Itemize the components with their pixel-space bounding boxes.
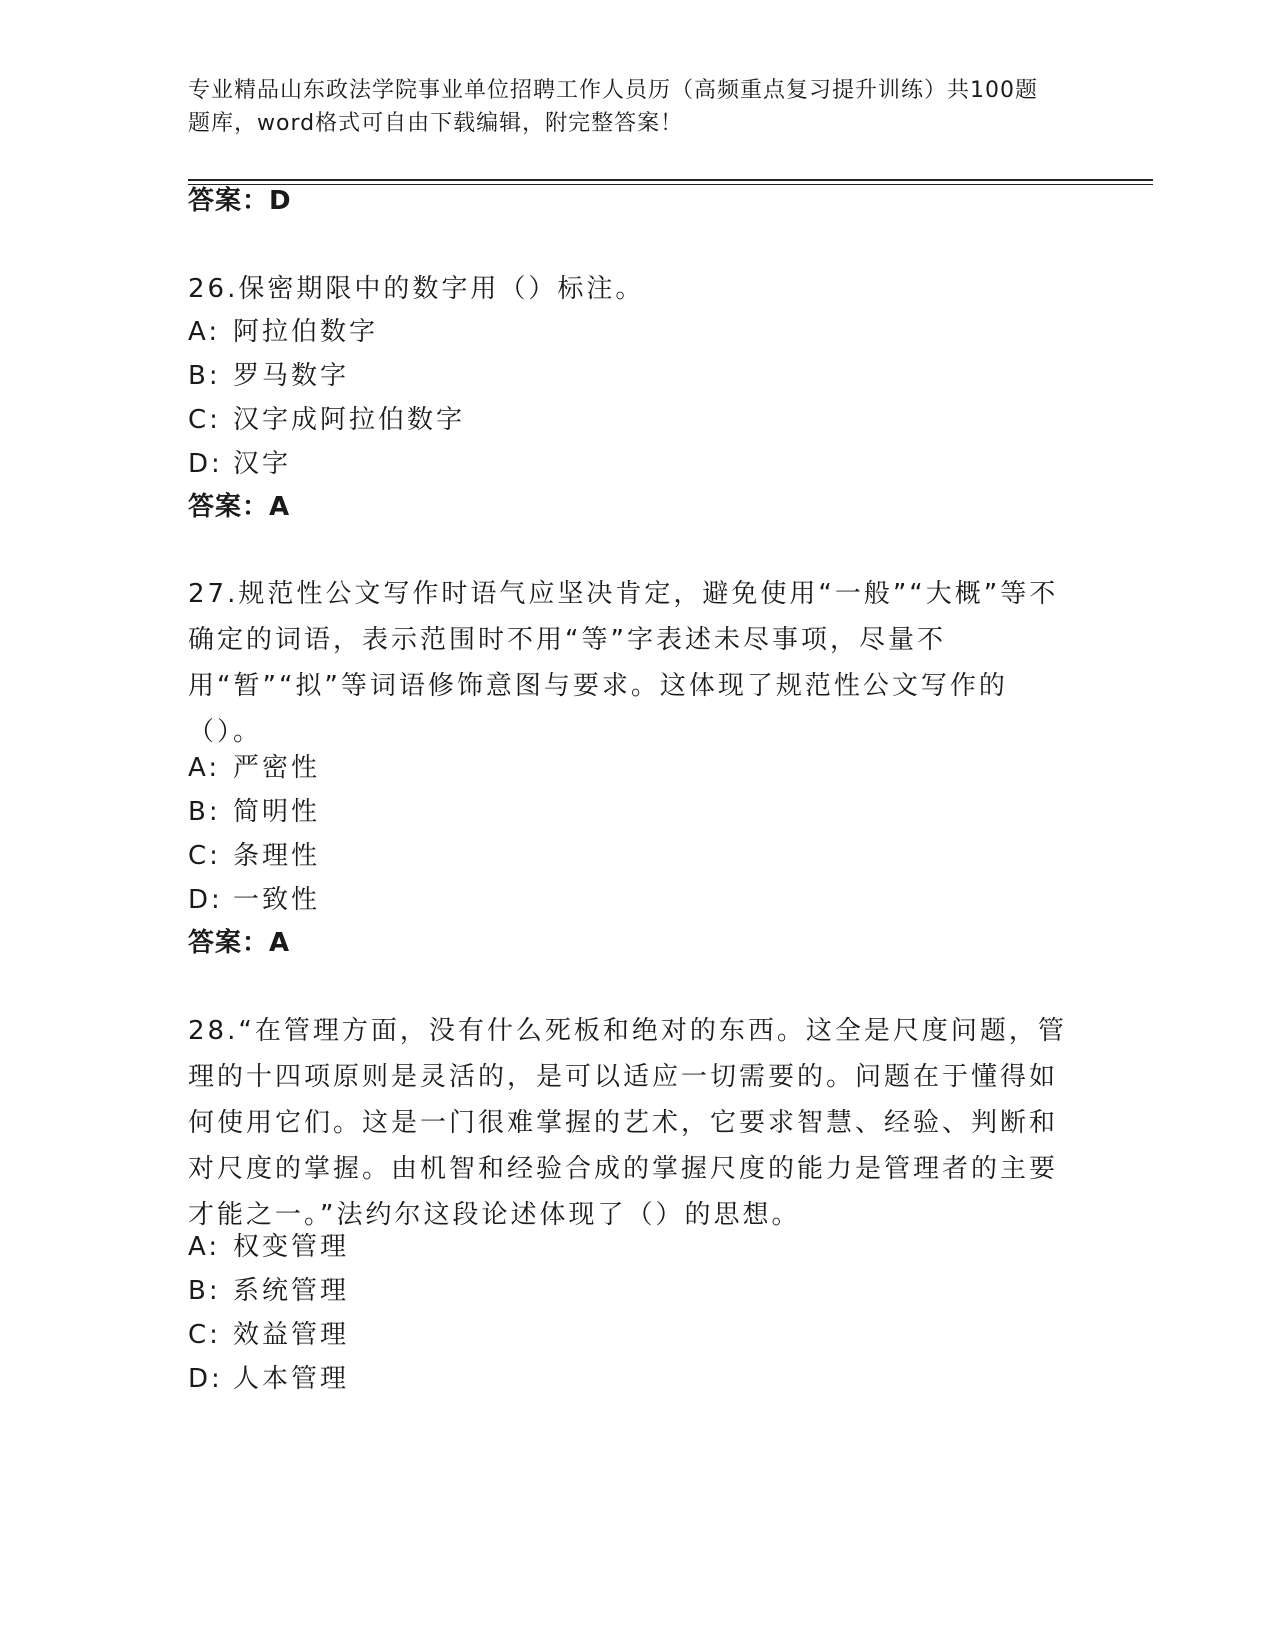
option-letter: D: bbox=[188, 449, 223, 479]
option-q26-b bbox=[188, 358, 349, 394]
option-letter: C: bbox=[188, 405, 221, 435]
option-text: 汉字 bbox=[233, 449, 292, 479]
option-letter: D: bbox=[188, 885, 223, 915]
option-text: 条理性 bbox=[233, 841, 321, 871]
option-text: 严密性 bbox=[233, 753, 321, 783]
option-letter: B: bbox=[188, 361, 221, 391]
document-header: 专业精品山东政法学院事业单位招聘工作人员历（高频重点复习提升训练）共100题 题库，word格式可自由下载编辑，附完整答案！ bbox=[188, 78, 1108, 136]
question-27: 27.规范性公文写作时语气应坚决肯定，避免使用“一般”“大概”等不确定的词语，表示范围时不用“等”字表述未尽事项，尽量不用“暂”“拟”等词语修饰意图与要求。这体现了规范性公文写作的（）。 bbox=[188, 579, 1059, 747]
option-letter: D: bbox=[188, 1364, 223, 1394]
option-text: 权变管理 bbox=[233, 1232, 350, 1262]
option-text: 系统管理 bbox=[233, 1276, 350, 1306]
option-letter: B: bbox=[188, 797, 221, 827]
header-divider bbox=[188, 179, 1153, 181]
answer-q27: 答案：A bbox=[188, 928, 291, 958]
option-text: 汉字成阿拉伯数字 bbox=[233, 405, 466, 435]
option-letter: B: bbox=[188, 1276, 221, 1306]
option-text: 简明性 bbox=[233, 797, 321, 827]
question-28: 28.“在管理方面，没有什么死板和绝对的东西。这全是尺度问题，管理的十四项原则是灵活的，是可以适应一切需要的。问题在于懂得如何使用它们。这是一门很难掌握的艺术，它要求智慧、经验、判断和对尺度的掌握。由机智和经验合成的掌握尺度的能力是管理者的主要才能之一。”法约尔这段论述体现了（）的思想。 bbox=[188, 1016, 1067, 1230]
answer-q26: 答案：A bbox=[188, 492, 291, 522]
option-q27-b bbox=[188, 794, 320, 830]
header-divider-thin bbox=[188, 184, 1153, 185]
option-q28-d bbox=[188, 1361, 349, 1397]
option-q28-a bbox=[188, 1229, 349, 1265]
option-letter: C: bbox=[188, 841, 221, 871]
option-text: 一致性 bbox=[233, 885, 321, 915]
option-letter: A: bbox=[188, 753, 221, 783]
option-letter: C: bbox=[188, 1320, 221, 1350]
question-26: 26.保密期限中的数字用（）标注。 bbox=[188, 274, 645, 304]
option-q27-a bbox=[188, 750, 320, 786]
option-letter: A: bbox=[188, 1232, 221, 1262]
option-q28-b bbox=[188, 1273, 349, 1309]
answer-q25: 答案：D bbox=[188, 186, 292, 216]
option-text: 人本管理 bbox=[233, 1364, 350, 1394]
option-q26-a bbox=[188, 314, 378, 350]
option-q26-d bbox=[188, 446, 291, 482]
option-q27-d bbox=[188, 882, 320, 918]
option-q26-c bbox=[188, 402, 465, 438]
option-text: 阿拉伯数字 bbox=[233, 317, 379, 347]
option-text: 效益管理 bbox=[233, 1320, 350, 1350]
option-letter: A: bbox=[188, 317, 221, 347]
option-q27-c bbox=[188, 838, 320, 874]
option-q28-c bbox=[188, 1317, 349, 1353]
option-text: 罗马数字 bbox=[233, 361, 350, 391]
